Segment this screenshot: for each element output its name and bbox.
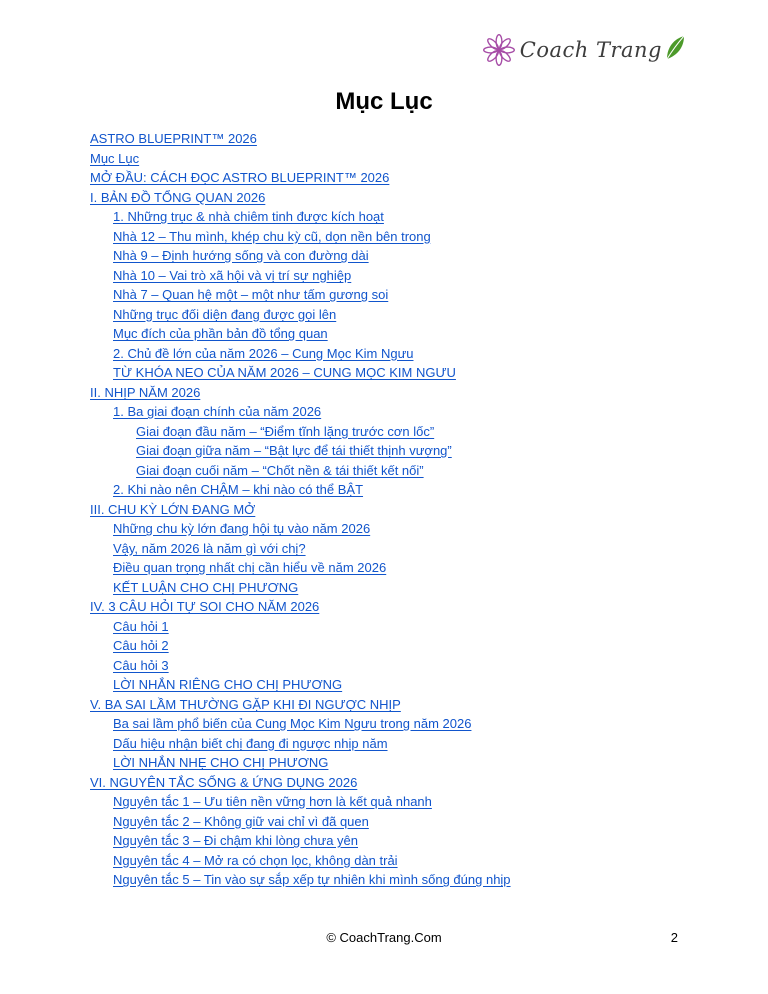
toc-entry xyxy=(90,168,728,188)
toc-entry xyxy=(90,500,728,520)
toc-entry xyxy=(90,636,728,656)
toc-link[interactable]: Câu hỏi 3 xyxy=(113,657,169,673)
toc-entry xyxy=(90,441,728,461)
toc-link[interactable]: Giai đoạn giữa năm – “Bật lực để tái thiết thịnh vượng” xyxy=(136,443,452,458)
toc-link[interactable]: Nhà 12 – Thu mình, khép chu kỳ cũ, dọn nền bên trong xyxy=(113,228,431,244)
toc-entry xyxy=(90,519,728,539)
toc-link[interactable]: 1. Ba giai đoạn chính của năm 2026 xyxy=(113,404,322,419)
toc-link[interactable]: IV. 3 CÂU HỎI TỰ SOI CHO NĂM 2026 xyxy=(90,599,320,614)
toc-link[interactable]: 2. Chủ đề lớn của năm 2026 – Cung Mọc Kim Ngưu xyxy=(113,345,414,361)
toc-link[interactable]: Những chu kỳ lớn đang hội tụ vào năm 2026 xyxy=(113,521,371,536)
toc-entry xyxy=(90,246,728,266)
flower-icon xyxy=(482,33,516,67)
toc-link[interactable]: LỜI NHẮN RIÊNG CHO CHỊ PHƯƠNG xyxy=(113,677,343,692)
toc-entry xyxy=(90,266,728,286)
page-title: Mục Lục xyxy=(335,88,433,115)
toc-entry xyxy=(90,558,728,578)
toc-link[interactable]: Nguyên tắc 2 – Không giữ vai chỉ vì đã quen xyxy=(113,813,369,829)
toc-entry xyxy=(90,207,728,227)
toc-link[interactable]: II. NHỊP NĂM 2026 xyxy=(90,384,201,400)
toc-entry xyxy=(90,149,728,169)
toc-entry xyxy=(90,480,728,500)
toc-link[interactable]: Câu hỏi 2 xyxy=(113,638,169,653)
toc-link[interactable]: ASTRO BLUEPRINT™ 2026 xyxy=(90,131,257,146)
toc-entry xyxy=(90,617,728,637)
table-of-contents xyxy=(90,129,728,890)
toc-link[interactable]: Dấu hiệu nhận biết chị đang đi ngược nhịp năm xyxy=(113,735,388,751)
toc-link[interactable]: Nguyên tắc 1 – Ưu tiên nền vững hơn là kết quả nhanh xyxy=(113,794,432,809)
toc-link[interactable]: Mục Lục xyxy=(90,150,140,166)
toc-link[interactable]: Ba sai lầm phổ biến của Cung Mọc Kim Ngưu trong năm 2026 xyxy=(113,716,472,731)
toc-link[interactable]: Nhà 9 – Định hướng sống và con đường dài xyxy=(113,248,369,263)
toc-entry xyxy=(90,773,728,793)
toc-link[interactable]: Điều quan trọng nhất chị cần hiểu về năm 2026 xyxy=(113,560,387,575)
toc-entry xyxy=(90,461,728,481)
toc-entry xyxy=(90,734,728,754)
toc-entry xyxy=(90,695,728,715)
toc-entry xyxy=(90,812,728,832)
toc-link[interactable]: 1. Những trục & nhà chiêm tinh được kích hoạt xyxy=(113,209,384,224)
toc-link[interactable]: I. BẢN ĐỒ TỔNG QUAN 2026 xyxy=(90,189,266,205)
toc-entry xyxy=(90,363,728,383)
toc-entry xyxy=(90,227,728,247)
toc-entry xyxy=(90,870,728,890)
page-number: 2 xyxy=(670,930,678,945)
toc-link[interactable]: Vậy, năm 2026 là năm gì với chị? xyxy=(113,540,306,556)
toc-entry xyxy=(90,753,728,773)
toc-link[interactable]: V. BA SAI LẦM THƯỜNG GẶP KHI ĐI NGƯỢC NHỊP xyxy=(90,696,401,712)
toc-link[interactable]: Giai đoạn đầu năm – “Điểm tĩnh lặng trước cơn lốc” xyxy=(136,423,435,439)
toc-link[interactable]: Mục đích của phần bản đồ tổng quan xyxy=(113,326,328,341)
toc-link[interactable]: MỞ ĐẦU: CÁCH ĐỌC ASTRO BLUEPRINT™ 2026 xyxy=(90,170,390,185)
toc-link[interactable]: Nguyên tắc 5 – Tin vào sự sắp xếp tự nhiên khi mình sống đúng nhịp xyxy=(113,872,511,887)
toc-link[interactable]: 2. Khi nào nên CHẬM – khi nào có thể BẬT xyxy=(113,482,364,497)
toc-link[interactable]: Nguyên tắc 3 – Đi chậm khi lòng chưa yên xyxy=(113,833,359,848)
toc-link[interactable]: Nhà 7 – Quan hệ một – một như tấm gương soi xyxy=(113,287,389,302)
toc-link[interactable]: Những trục đối diện đang được gọi lên xyxy=(113,306,337,322)
toc-entry xyxy=(90,675,728,695)
toc-link[interactable]: LỜI NHẮN NHẸ CHO CHỊ PHƯƠNG xyxy=(113,755,329,770)
toc-entry xyxy=(90,831,728,851)
toc-link[interactable]: KẾT LUẬN CHO CHỊ PHƯƠNG xyxy=(113,579,299,595)
toc-entry xyxy=(90,578,728,598)
toc-link[interactable]: Nguyên tắc 4 – Mở ra có chọn lọc, không dàn trải xyxy=(113,852,398,868)
toc-entry xyxy=(90,714,728,734)
toc-entry xyxy=(90,285,728,305)
toc-entry xyxy=(90,324,728,344)
toc-entry xyxy=(90,851,728,871)
toc-entry xyxy=(90,597,728,617)
toc-link[interactable]: III. CHU KỲ LỚN ĐANG MỞ xyxy=(90,501,256,517)
toc-link[interactable]: Câu hỏi 1 xyxy=(113,618,169,634)
toc-entry xyxy=(90,305,728,325)
toc-link[interactable]: Nhà 10 – Vai trò xã hội và vị trí sự nghiệp xyxy=(113,267,352,283)
toc-entry xyxy=(90,383,728,403)
toc-entry xyxy=(90,539,728,559)
toc-link[interactable]: TỪ KHÓA NEO CỦA NĂM 2026 – CUNG MỌC KIM NGƯU xyxy=(113,365,456,380)
toc-entry xyxy=(90,422,728,442)
toc-entry xyxy=(90,656,728,676)
toc-entry xyxy=(90,129,728,149)
toc-entry xyxy=(90,402,728,422)
toc-link[interactable]: VI. NGUYÊN TẮC SỐNG & ỨNG DỤNG 2026 xyxy=(90,774,358,790)
toc-entry xyxy=(90,792,728,812)
logo-text: Coach Trang xyxy=(519,38,662,62)
brand-logo xyxy=(482,30,686,70)
footer-copyright: © CoachTrang.Com xyxy=(326,930,442,945)
toc-link[interactable]: Giai đoạn cuối năm – “Chốt nền & tái thiết kết nối” xyxy=(136,462,424,478)
toc-entry xyxy=(90,188,728,208)
leaf-icon xyxy=(664,33,686,61)
toc-entry xyxy=(90,344,728,364)
